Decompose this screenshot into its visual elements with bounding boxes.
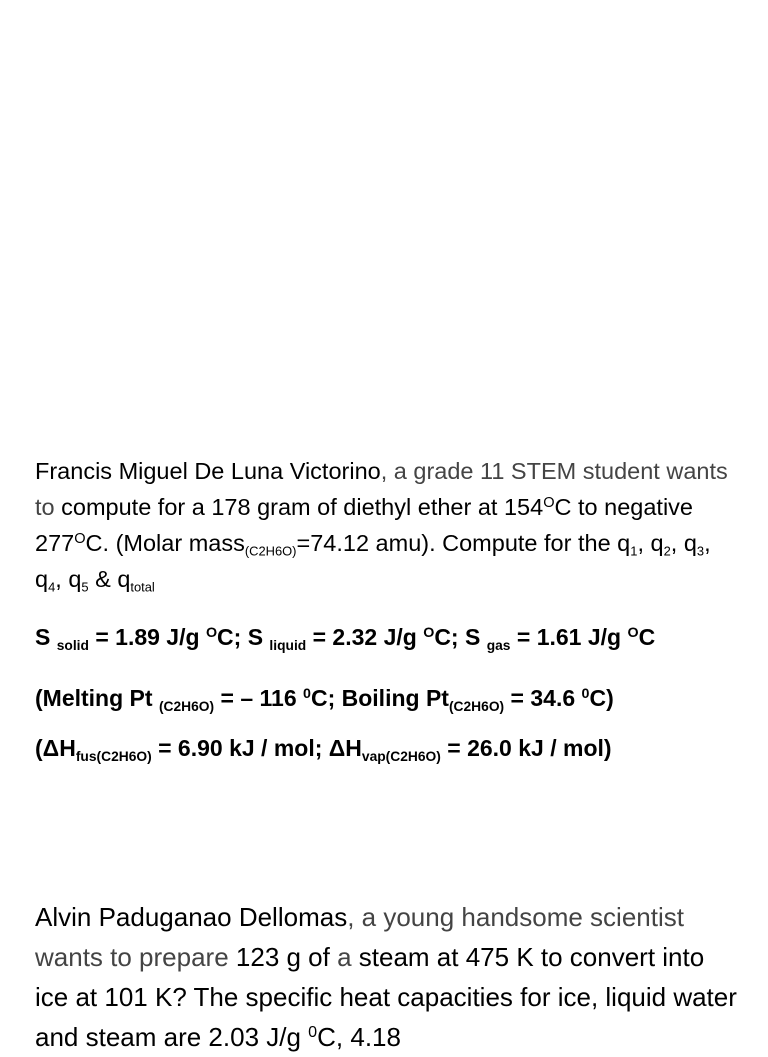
q-ampersand: & q <box>88 566 131 592</box>
problem-2-description: a young handsome scientist wants to prepare <box>35 902 684 972</box>
q-separator: , q <box>35 530 711 592</box>
melting-boiling-line <box>35 685 614 712</box>
q-separator: , q <box>637 530 664 556</box>
boiling-value: = 34.6 <box>504 685 582 711</box>
s-liquid-unit: C; S <box>434 624 487 650</box>
fusion-value: = 6.90 kJ / mol; ΔH <box>151 735 362 761</box>
problem-2-task: 123 g of <box>228 942 338 972</box>
boiling-subscript: (C2H6O) <box>448 698 505 714</box>
problem-1-description: a grade 11 STEM student wants to <box>35 458 728 520</box>
problem-2-task-2: steam at 475 K to convert into ice at 101 K? The specific heat capacities for ice, liquid water and steam are 2.03 J/g <box>35 942 737 1052</box>
s-solid-value: = 1.89 J/g <box>88 624 206 650</box>
s-gas-unit: C <box>638 624 656 650</box>
problem-2-article: a <box>337 942 352 972</box>
boiling-unit: C) <box>589 685 614 711</box>
degree-mark: O <box>205 625 218 642</box>
melting-unit: C; Boiling Pt <box>310 685 449 711</box>
s-gas-value: = 1.61 J/g <box>510 624 628 650</box>
q-separator: , q <box>670 530 697 556</box>
enthalpy-line <box>35 735 612 762</box>
q2-subscript: 2 <box>663 543 671 559</box>
vaporization-subscript: vap(C2H6O) <box>361 748 441 764</box>
q1-subscript: 1 <box>630 543 638 559</box>
q-separator: , q <box>55 566 82 592</box>
problem-1-task: compute for a 178 gram of diethyl ether at 154 <box>54 494 544 520</box>
degree-mark: 0 <box>581 686 590 703</box>
problem-1-task-2: C to negative 277 <box>35 494 693 556</box>
s-solid-label: S <box>35 624 57 650</box>
s-solid-subscript: solid <box>56 637 89 653</box>
degree-mark: O <box>627 625 639 642</box>
fusion-label: (ΔH <box>35 735 76 761</box>
s-gas-subscript: gas <box>486 637 511 653</box>
problem-1-comma: , <box>380 458 388 484</box>
degree-mark: 0 <box>303 686 311 703</box>
degree-mark: O <box>423 625 435 642</box>
s-solid-unit: C; S <box>217 624 270 650</box>
problem-2-paragraph <box>35 897 738 1057</box>
melting-subscript: (C2H6O) <box>158 698 215 714</box>
vaporization-value: = 26.0 kJ / mol) <box>440 735 612 761</box>
problem-1-name: Francis Miguel De Luna Victorino <box>35 458 381 484</box>
qtotal-subscript: total <box>130 579 155 595</box>
specific-heats-line <box>35 624 655 651</box>
degree-mark: O <box>74 531 86 547</box>
problem-2-name: Alvin Paduganao Dellomas <box>35 902 348 932</box>
problem-1-task-3: C. (Molar mass <box>85 530 245 556</box>
s-liquid-subscript: liquid <box>269 637 307 653</box>
melting-label: (Melting Pt <box>35 685 159 711</box>
problem-2-comma: , <box>347 902 355 932</box>
degree-mark: O <box>543 495 555 511</box>
q3-subscript: 3 <box>696 543 705 559</box>
s-liquid-value: = 2.32 J/g <box>306 624 424 650</box>
molar-mass-subscript: (C2H6O) <box>244 543 297 559</box>
problem-2-task-3: C, 4.18 <box>317 1022 401 1052</box>
problem-1-paragraph <box>35 453 738 597</box>
melting-value: = – 116 <box>214 685 304 711</box>
q5-subscript: 5 <box>81 579 89 595</box>
q4-subscript: 4 <box>48 579 56 595</box>
fusion-subscript: fus(C2H6O) <box>75 748 152 764</box>
molar-mass-value: =74.12 amu). Compute for the q <box>296 530 631 556</box>
degree-mark: 0 <box>308 1023 318 1042</box>
